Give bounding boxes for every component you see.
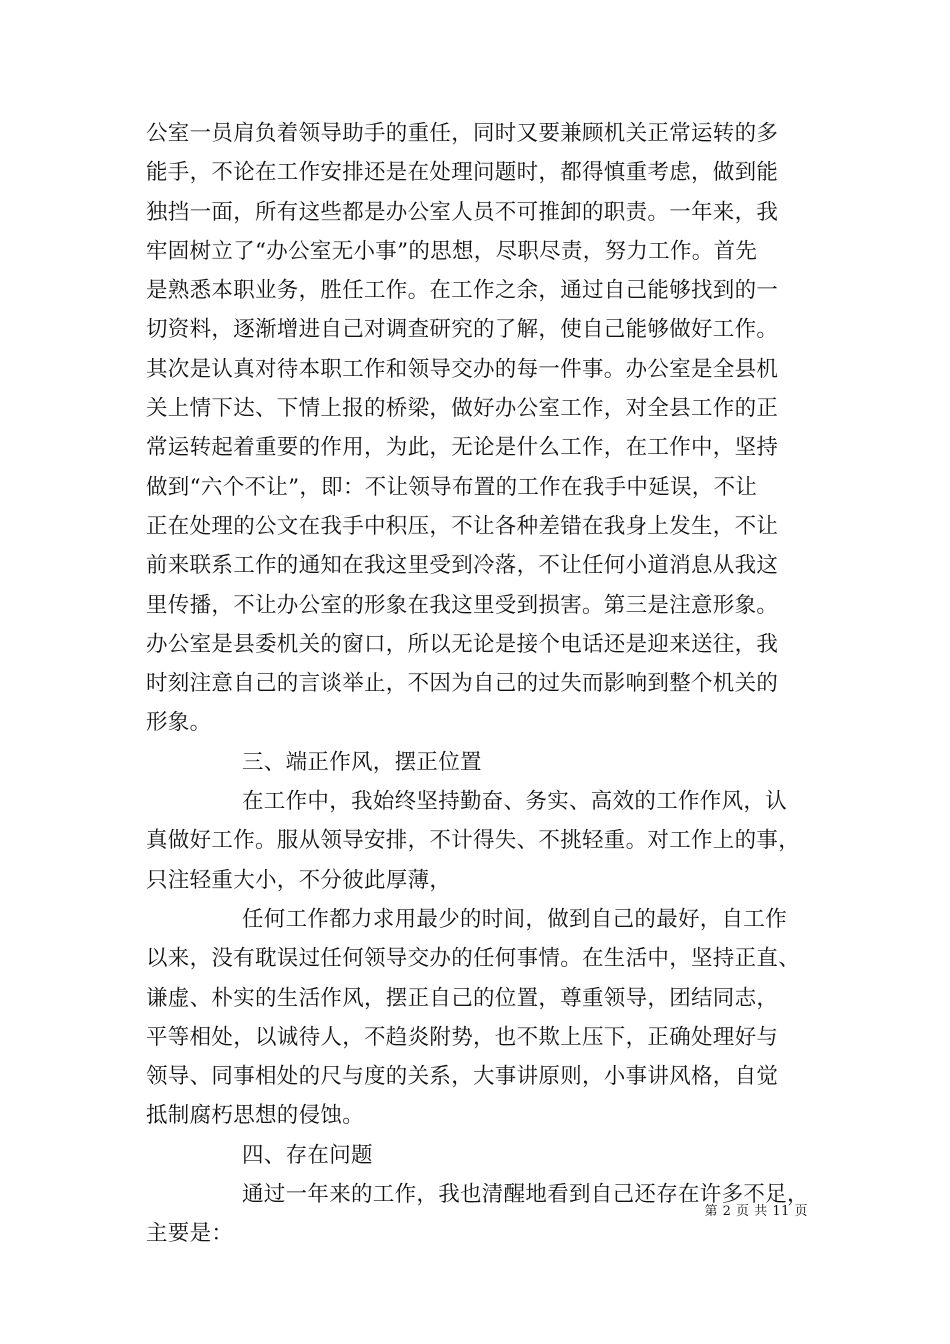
text-line: 切资料，逐渐增进自己对调查研究的了解，使自己能够做好工作。 <box>146 317 779 343</box>
text-line: 主要是： <box>146 1221 234 1247</box>
text-line: 做到“六个不让”，即：不让领导布置的工作在我手中延误，不让 <box>146 474 758 500</box>
document-body <box>146 114 809 1254</box>
text-line: 前来联系工作的通知在我这里受到冷落，不让任何小道消息从我这 <box>146 553 779 579</box>
text-line: 只注轻重大小，不分彼此厚薄， <box>146 867 452 893</box>
text-line: 关上情下达、下情上报的桥梁，做好办公室工作，对全县工作的正 <box>146 396 779 422</box>
text-line: 办公室是县委机关的窗口，所以无论是接个电话还是迎来送往，我 <box>146 631 779 657</box>
text-line: 时刻注意自己的言谈举止，不因为自己的过失而影响到整个机关的 <box>146 671 779 697</box>
text-line: 里传播，不让办公室的形象在我这里受到损害。第三是注意形象。 <box>146 592 779 618</box>
text-line: 四、存在问题 <box>242 1142 373 1168</box>
text-line: 牢固树立了“办公室无小事”的思想，尽职尽责，努力工作。首先 <box>146 238 758 264</box>
text-line: 常运转起着重要的作用，为此，无论是什么工作，在工作中，坚持 <box>146 435 779 461</box>
text-line: 真做好工作。服从领导安排，不计得失、不挑轻重。对工作上的事， <box>146 828 801 854</box>
text-line: 任何工作都力求用最少的时间，做到自己的最好，自工作 <box>242 906 788 932</box>
text-line: 公室一员肩负着领导助手的重任，同时又要兼顾机关正常运转的多 <box>146 121 779 146</box>
text-line: 在工作中，我始终坚持勤奋、务实、高效的工作作风，认 <box>242 789 788 815</box>
text-line: 正在处理的公文在我手中积压，不让各种差错在我身上发生，不让 <box>146 513 779 539</box>
text-line: 三、端正作风，摆正位置 <box>242 749 482 775</box>
text-line: 平等相处，以诚待人，不趋炎附势，也不欺上压下，正确处理好与 <box>146 1024 779 1050</box>
text-line: 其次是认真对待本职工作和领导交办的每一件事。办公室是全县机 <box>146 356 779 382</box>
text-line: 以来，没有耽误过任何领导交办的任何事情。在生活中，坚持正直、 <box>146 946 801 972</box>
text-line: 领导、同事相处的尺与度的关系，大事讲原则，小事讲风格，自觉 <box>146 1064 779 1090</box>
text-line: 抵制腐朽思想的侵蚀。 <box>146 1103 365 1129</box>
text-line: 谦虚、朴实的生活作风，摆正自己的位置，尊重领导，团结同志， <box>146 985 779 1011</box>
text-line: 能手，不论在工作安排还是在处理问题时，都得慎重考虑，做到能 <box>146 160 779 186</box>
text-line: 独挡一面，所有这些都是办公室人员不可推卸的职责。一年来，我 <box>146 199 779 225</box>
page-number-footer: 第 2 页 共 11 页 <box>704 1204 808 1219</box>
text-line: 形象。 <box>146 710 212 736</box>
text-line: 通过一年来的工作，我也清醒地看到自己还存在许多不足， <box>242 1182 809 1208</box>
text-line: 是熟悉本职业务，胜任工作。在工作之余，通过自己能够找到的一 <box>146 278 779 304</box>
